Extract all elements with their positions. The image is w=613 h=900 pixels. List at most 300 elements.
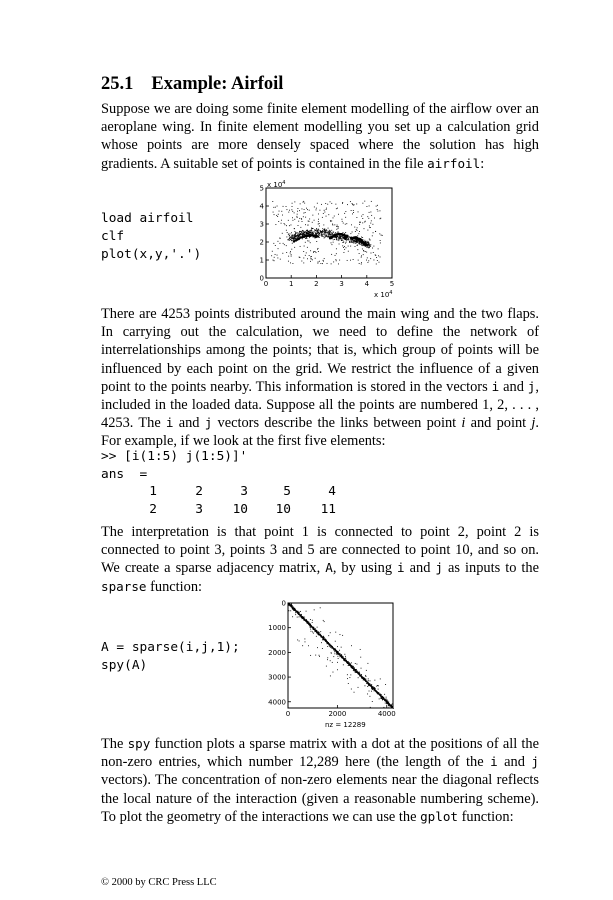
scatter-point — [372, 235, 373, 236]
scatter-point — [342, 240, 343, 241]
spy-point — [391, 705, 392, 706]
scatter-point — [303, 258, 304, 259]
scatter-point — [352, 213, 353, 214]
scatter-point — [316, 235, 318, 237]
scatter-point — [319, 210, 320, 211]
scatter-point — [305, 232, 306, 233]
scatter-point — [309, 237, 310, 238]
scatter-point — [303, 232, 304, 233]
scatter-point — [363, 242, 365, 244]
spy-point — [378, 685, 379, 686]
spy-point — [331, 653, 332, 654]
spy-point — [315, 629, 316, 630]
scatter-point — [340, 238, 341, 239]
scatter-point — [368, 247, 369, 248]
scatter-point — [371, 253, 372, 254]
scatter-point — [335, 234, 337, 236]
scatter-point — [348, 246, 349, 247]
scatter-point — [343, 247, 344, 248]
scatter-point — [333, 217, 334, 218]
scatter-point — [341, 219, 342, 220]
scatter-point — [373, 232, 374, 233]
spy-point — [375, 691, 376, 692]
scatter-point — [326, 230, 327, 231]
scatter-point — [338, 231, 339, 232]
scatter-point — [333, 261, 334, 262]
scatter-point — [309, 241, 310, 242]
scatter-point — [343, 242, 344, 243]
scatter-point — [322, 234, 323, 235]
spy-point — [377, 692, 378, 693]
scatter-point — [358, 238, 360, 240]
copyright-footer: © 2000 by CRC Press LLC — [101, 877, 217, 888]
scatter-point — [338, 240, 339, 241]
scatter-point — [281, 223, 282, 224]
spy-point — [371, 691, 372, 692]
spy-point — [339, 650, 340, 651]
scatter-point — [342, 245, 343, 246]
spy-point — [337, 653, 338, 654]
x-tick-label: 4 — [364, 280, 370, 288]
scatter-point — [366, 247, 367, 248]
spy-point — [366, 683, 367, 684]
spy-point — [392, 706, 393, 707]
spy-point — [304, 638, 305, 639]
spy-point — [361, 675, 362, 676]
spy-point — [332, 646, 333, 647]
scatter-point — [337, 239, 338, 240]
spy-point — [337, 651, 338, 652]
x-multiplier: x $10^4$ — [374, 290, 393, 299]
spy-point — [360, 649, 361, 650]
spy-point — [364, 685, 365, 686]
scatter-point — [305, 238, 306, 239]
scatter-point — [374, 218, 375, 219]
spy-y-tick-label: 1000 — [268, 624, 286, 633]
scatter-point — [313, 233, 314, 234]
scatter-point — [308, 231, 309, 232]
scatter-point — [325, 237, 326, 238]
spy-point — [295, 614, 296, 615]
airfoil-scatter-plot — [250, 178, 410, 308]
scatter-point — [316, 252, 317, 253]
scatter-point — [296, 233, 297, 234]
scatter-point — [354, 240, 355, 241]
scatter-point — [334, 216, 335, 217]
scatter-point — [327, 263, 328, 264]
scatter-point — [284, 223, 285, 224]
y-tick-label: 2 — [259, 238, 264, 247]
spy-point — [366, 670, 367, 671]
scatter-point — [333, 231, 334, 232]
scatter-point — [342, 236, 343, 237]
spy-point — [370, 685, 371, 686]
scatter-point — [313, 232, 314, 233]
spy-point — [328, 643, 329, 644]
scatter-point — [335, 204, 336, 205]
scatter-point — [364, 201, 365, 202]
scatter-point — [318, 221, 319, 222]
spy-point — [308, 624, 309, 625]
scatter-point — [355, 231, 356, 232]
scatter-point — [291, 256, 292, 257]
scatter-point — [293, 235, 294, 236]
scatter-point — [302, 234, 303, 235]
spy-point — [343, 656, 344, 657]
spy-point — [341, 647, 342, 648]
spy-point — [364, 679, 365, 680]
spy-point — [321, 637, 322, 638]
spy-point — [378, 693, 379, 694]
spy-point — [327, 641, 328, 642]
scatter-point — [292, 237, 293, 238]
scatter-point — [319, 261, 320, 262]
scatter-point — [368, 247, 369, 248]
scatter-point — [307, 209, 308, 210]
scatter-point — [286, 236, 287, 237]
x-tick-label: 3 — [339, 280, 344, 288]
scatter-point — [327, 236, 328, 237]
spy-point — [307, 622, 308, 623]
spy-point — [387, 700, 388, 701]
scatter-point — [356, 242, 357, 243]
scatter-point — [288, 220, 289, 221]
scatter-point — [299, 257, 300, 258]
scatter-point — [324, 230, 325, 231]
scatter-point — [291, 249, 292, 250]
spy-point — [324, 639, 325, 640]
scatter-point — [357, 240, 358, 241]
scatter-point — [357, 245, 358, 246]
spy-point — [368, 678, 369, 679]
spy-point — [341, 656, 342, 657]
scatter-point — [291, 209, 292, 210]
scatter-point — [357, 230, 358, 231]
scatter-point — [277, 255, 278, 256]
spy-point — [320, 634, 321, 635]
spy-point — [317, 630, 318, 631]
scatter-point — [345, 238, 346, 239]
spy-point — [359, 676, 360, 677]
scatter-point — [304, 234, 305, 235]
spy-point — [371, 688, 372, 689]
scatter-point — [358, 211, 359, 212]
scatter-point — [370, 258, 371, 259]
scatter-point — [336, 238, 337, 239]
spy-point — [375, 688, 376, 689]
spy-point — [348, 661, 349, 662]
scatter-point — [355, 243, 356, 244]
scatter-point — [297, 239, 299, 241]
scatter-point — [292, 217, 293, 218]
spy-point — [356, 672, 357, 673]
spy-point — [361, 677, 362, 678]
scatter-point — [330, 232, 331, 233]
scatter-point — [339, 260, 340, 261]
scatter-point — [339, 238, 340, 239]
scatter-point — [352, 232, 353, 233]
spy-point — [314, 609, 315, 610]
spy-point — [361, 676, 362, 677]
scatter-point — [311, 230, 312, 231]
scatter-point — [373, 246, 374, 247]
scatter-point — [319, 235, 320, 236]
spy-point — [317, 627, 318, 628]
spy-point — [312, 622, 313, 623]
scatter-point — [280, 259, 281, 260]
scatter-point — [309, 221, 310, 222]
spy-point — [293, 607, 294, 608]
code-block-load — [101, 210, 201, 265]
scatter-point — [292, 237, 293, 238]
spy-point — [311, 631, 312, 632]
scatter-point — [338, 228, 339, 229]
spy-point — [310, 627, 311, 628]
scatter-point — [308, 221, 309, 222]
scatter-point — [326, 231, 327, 232]
scatter-point — [313, 235, 315, 237]
scatter-point — [289, 238, 290, 239]
scatter-point — [307, 230, 308, 231]
scatter-point — [289, 225, 290, 226]
scatter-point — [343, 232, 344, 233]
spy-point — [295, 610, 296, 611]
scatter-point — [336, 229, 337, 230]
scatter-point — [323, 224, 324, 225]
scatter-point — [357, 242, 358, 243]
scatter-point — [303, 213, 304, 214]
scatter-point — [348, 238, 349, 239]
spy-point — [363, 679, 364, 680]
spy-point — [336, 652, 337, 653]
scatter-point — [299, 235, 300, 236]
spy-point — [348, 665, 349, 666]
scatter-point — [380, 257, 381, 258]
scatter-point — [304, 209, 305, 210]
scatter-point — [301, 233, 302, 234]
scatter-point — [353, 210, 354, 211]
scatter-point — [314, 206, 315, 207]
code-line: load airfoil — [101, 211, 194, 226]
spy-point — [380, 694, 381, 695]
scatter-point — [379, 233, 380, 234]
scatter-point — [321, 235, 322, 236]
scatter-point — [370, 246, 371, 247]
scatter-point — [366, 260, 367, 261]
spy-point — [338, 654, 339, 655]
scatter-point — [281, 211, 282, 212]
scatter-point — [342, 239, 343, 240]
scatter-point — [351, 241, 352, 242]
scatter-point — [326, 230, 327, 231]
spy-point — [353, 670, 354, 671]
scatter-point — [371, 201, 372, 202]
scatter-point — [291, 239, 292, 240]
scatter-point — [286, 230, 287, 231]
scatter-point — [367, 262, 368, 263]
scatter-point — [357, 249, 358, 250]
scatter-point — [319, 233, 320, 234]
scatter-point — [356, 241, 357, 242]
spy-point — [303, 617, 304, 618]
spy-point — [369, 683, 370, 684]
scatter-point — [344, 246, 345, 247]
scatter-point — [289, 236, 290, 237]
scatter-point — [327, 204, 328, 205]
scatter-point — [353, 240, 354, 241]
scatter-point — [342, 221, 343, 222]
scatter-point — [306, 208, 307, 209]
spy-point — [298, 612, 299, 613]
spy-point — [319, 655, 320, 656]
scatter-point — [307, 247, 308, 248]
scatter-point — [307, 258, 308, 259]
scatter-point — [365, 245, 367, 247]
scatter-point — [350, 246, 351, 247]
spy-point — [318, 634, 319, 635]
scatter-point — [288, 212, 289, 213]
scatter-point — [364, 240, 365, 241]
spy-point — [358, 673, 359, 674]
scatter-point — [336, 248, 337, 249]
scatter-point — [297, 211, 298, 212]
scatter-point — [328, 228, 329, 229]
scatter-point — [317, 203, 318, 204]
spy-point — [337, 646, 338, 647]
scatter-point — [369, 239, 370, 240]
spy-point — [365, 676, 366, 677]
spy-point — [350, 674, 351, 675]
spy-point — [369, 685, 370, 686]
spy-point — [341, 656, 342, 657]
scatter-point — [354, 242, 355, 243]
spy-point — [355, 672, 356, 673]
scatter-point — [286, 206, 287, 207]
scatter-point — [284, 224, 285, 225]
spy-point — [379, 698, 380, 699]
scatter-point — [293, 238, 294, 239]
scatter-point — [322, 235, 323, 236]
scatter-point — [322, 236, 323, 237]
spy-point — [290, 604, 291, 605]
scatter-point — [333, 239, 334, 240]
spy-point — [366, 681, 367, 682]
spy-point — [288, 610, 289, 611]
spy-point — [298, 614, 299, 615]
spy-point — [382, 699, 383, 700]
scatter-point — [274, 214, 275, 215]
scatter-point — [377, 205, 378, 206]
scatter-point — [322, 230, 323, 231]
scatter-point — [311, 258, 312, 259]
scatter-point — [311, 227, 312, 228]
spy-point — [309, 624, 310, 625]
spy-point — [322, 637, 323, 638]
scatter-point — [320, 231, 321, 232]
scatter-point — [369, 212, 370, 213]
scatter-point — [343, 223, 344, 224]
spy-point — [386, 702, 387, 703]
scatter-point — [300, 227, 301, 228]
scatter-point — [313, 251, 314, 252]
scatter-point — [290, 251, 291, 252]
scatter-point — [332, 225, 333, 226]
spy-point — [319, 632, 320, 633]
scatter-point — [324, 238, 325, 239]
spy-point — [302, 645, 303, 646]
spy-point — [321, 642, 322, 643]
spy-point — [388, 702, 389, 703]
scatter-point — [312, 222, 313, 223]
scatter-point — [353, 237, 355, 239]
scatter-point — [315, 233, 316, 234]
spy-x-tick-label: 2000 — [328, 710, 347, 718]
spy-point — [368, 682, 369, 683]
scatter-point — [323, 260, 324, 261]
spy-point — [382, 696, 383, 697]
scatter-point — [277, 206, 278, 207]
spy-point — [294, 608, 295, 609]
scatter-point — [359, 222, 360, 223]
spy-point — [321, 637, 322, 638]
scatter-point — [344, 213, 345, 214]
spy-point — [303, 618, 304, 619]
scatter-point — [310, 261, 311, 262]
spy-point — [392, 704, 393, 705]
spy-point — [386, 697, 387, 698]
scatter-point — [333, 242, 334, 243]
scatter-point — [286, 225, 287, 226]
scatter-point — [337, 233, 339, 235]
scatter-point — [301, 219, 302, 220]
scatter-point — [325, 230, 326, 231]
scatter-point — [324, 234, 325, 235]
spy-point — [377, 685, 378, 686]
scatter-point — [320, 232, 321, 233]
scatter-point — [379, 210, 380, 211]
scatter-point — [314, 229, 315, 230]
spy-point — [349, 664, 350, 665]
spy-point — [347, 674, 348, 675]
scatter-point — [369, 227, 370, 228]
spy-point — [330, 647, 331, 648]
spy-point — [365, 680, 366, 681]
spy-point — [327, 646, 328, 647]
scatter-point — [283, 206, 284, 207]
spy-point — [352, 665, 353, 666]
scatter-point — [361, 245, 362, 246]
scatter-point — [294, 228, 295, 229]
spy-point — [349, 665, 350, 666]
spy-point — [378, 692, 379, 693]
spy-point — [344, 659, 345, 660]
paragraph-spy: The spy function plots a sparse matrix with a dot at the positions of all the non-zero entries, which number 12,289 here (the length of the i and j vectors). The concentration of non-zero elements near the diagonal reflects the local nature of the interaction (given a reasonable numbering scheme). To plot the geometry of the interactions we can use the gplot function: — [101, 736, 539, 825]
scatter-point — [318, 261, 319, 262]
spy-point — [335, 632, 336, 633]
scatter-point — [294, 236, 295, 237]
scatter-point — [317, 249, 318, 250]
spy-point — [363, 677, 364, 678]
scatter-point — [331, 254, 332, 255]
y-tick-label: 1 — [259, 256, 264, 265]
scatter-point — [341, 236, 342, 237]
y-tick-label: 3 — [259, 220, 264, 229]
spy-point — [339, 634, 340, 635]
scatter-point — [368, 260, 369, 261]
spy-point — [339, 654, 340, 655]
scatter-point — [306, 235, 308, 237]
spy-point — [386, 703, 387, 704]
